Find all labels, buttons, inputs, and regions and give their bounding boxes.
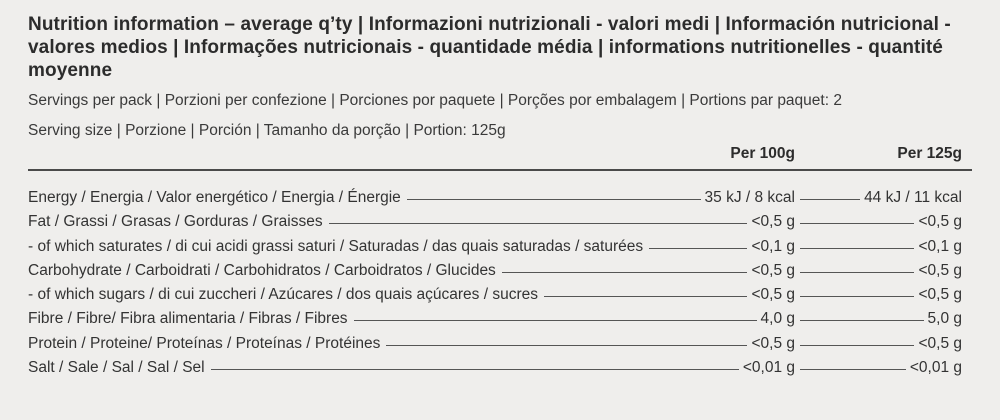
nutrient-row-saturates [28,236,972,260]
nutrient-row-carbohydrate [28,260,972,284]
nutrient-name: - of which sugars / di cui zuccheri / Azúcares / dos quais açúcares / sucres [28,286,544,304]
nutrient-name: Protein / Proteine/ Proteínas / Proteínas / Protéines [28,335,386,353]
value-per-100g: <0,5 g [747,335,795,353]
nutrient-table [28,187,972,381]
nutrient-name: Fibre / Fibre/ Fibra alimentaria / Fibras / Fibres [28,310,354,328]
value-per-125g: 44 kJ / 11 kcal [860,189,962,207]
nutrient-row-salt [28,357,972,381]
nutrient-name: Carbohydrate / Carboidrati / Carbohidratos / Carboidratos / Glucides [28,262,502,280]
value-per-100g: <0,5 g [747,213,795,231]
value-per-100g: <0,5 g [747,286,795,304]
servings-per-pack: Servings per pack | Porzioni per confezione | Porciones por paquete | Porções por embalagem | Portions par paquet: 2 [28,92,842,109]
value-per-125g: <0,01 g [906,359,962,377]
value-per-125g: <0,5 g [914,335,962,353]
header-divider [28,169,972,171]
value-per-125g: <0,5 g [914,286,962,304]
column-header-per-125g: Per 125g [897,145,962,162]
nutrient-row-fat [28,211,972,235]
nutrient-row-energy [28,187,972,211]
nutrition-label [28,0,972,420]
column-headers [28,145,972,167]
value-per-125g: 5,0 g [924,310,962,328]
nutrient-row-protein [28,333,972,357]
value-per-100g: <0,5 g [747,262,795,280]
serving-size: Serving size | Porzione | Porción | Tamanho da porção | Portion: 125g [28,122,506,139]
nutrient-row-fibre [28,308,972,332]
value-per-125g: <0,5 g [914,213,962,231]
nutrition-title: Nutrition information – average q’ty | Informazioni nutrizionali - valori medi | Información nutricional - valores medios | Informações nutricionais - quantidade média | informations nutritionelles - quantité moyenne [28,14,951,81]
column-header-per-100g: Per 100g [730,145,795,162]
nutrient-name: - of which saturates / di cui acidi grassi saturi / Saturadas / das quais saturadas / saturées [28,238,649,256]
nutrient-row-sugars [28,284,972,308]
value-per-100g: 35 kJ / 8 kcal [701,189,795,207]
nutrient-name: Salt / Sale / Sal / Sal / Sel [28,359,211,377]
nutrient-name: Energy / Energia / Valor energético / Energia / Énergie [28,189,407,207]
value-per-100g: 4,0 g [757,310,795,328]
value-per-100g: <0,1 g [747,238,795,256]
value-per-125g: <0,5 g [914,262,962,280]
value-per-125g: <0,1 g [914,238,962,256]
nutrient-name: Fat / Grassi / Grasas / Gorduras / Graisses [28,213,329,231]
value-per-100g: <0,01 g [739,359,795,377]
